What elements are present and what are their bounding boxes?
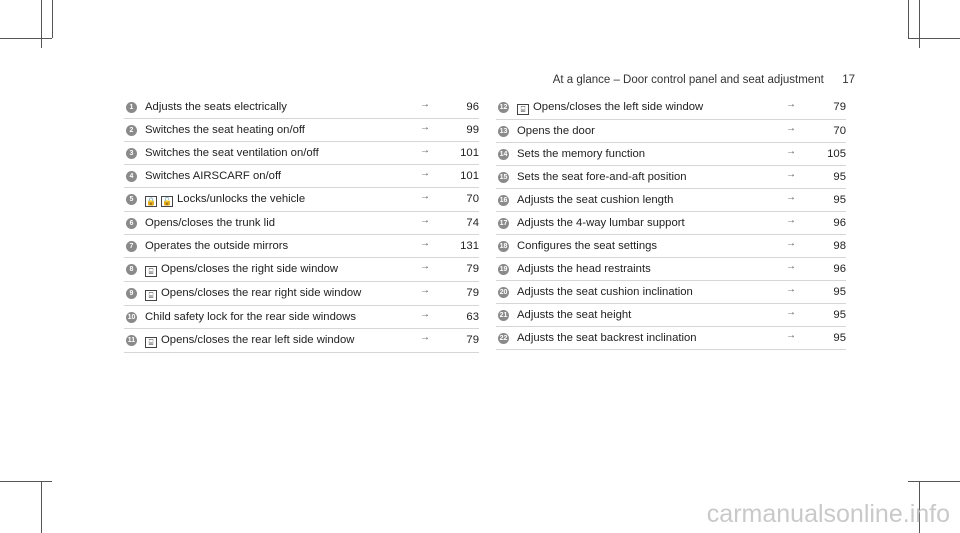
item-number-badge: 7 xyxy=(126,241,137,252)
crop-mark xyxy=(41,481,42,533)
arrow-icon: → xyxy=(786,284,796,295)
item-description xyxy=(517,101,742,115)
list-item xyxy=(496,189,846,212)
item-text: Sets the seat fore-and-aft position xyxy=(517,171,687,183)
item-text: Configures the seat settings xyxy=(517,240,658,252)
item-text: Opens/closes the trunk lid xyxy=(145,217,275,229)
list-item xyxy=(124,235,479,258)
item-text: Operates the outside mirrors xyxy=(145,240,289,252)
list-item xyxy=(124,119,479,142)
header-title: At a glance – Door control panel and seat adjustment xyxy=(552,74,824,86)
arrow-icon: → xyxy=(786,192,796,203)
item-description xyxy=(517,309,742,322)
item-description xyxy=(145,193,370,207)
arrow-icon: → xyxy=(420,122,430,133)
arrow-icon: → xyxy=(420,261,430,272)
item-number-badge: 21 xyxy=(499,312,508,319)
crop-mark xyxy=(52,0,53,38)
item-number-badge: 10 xyxy=(127,314,136,321)
arrow-icon: → xyxy=(420,309,430,320)
left-column xyxy=(124,96,479,353)
arrow-icon: → xyxy=(420,145,430,156)
list-item xyxy=(124,306,479,329)
item-description xyxy=(145,101,370,114)
item-description xyxy=(145,147,370,160)
arrow-icon: → xyxy=(420,332,430,343)
page-reference[interactable]: 96 xyxy=(833,217,846,229)
list-item xyxy=(496,327,846,350)
item-number-badge: 4 xyxy=(126,171,137,182)
list-item xyxy=(124,142,479,165)
list-item xyxy=(496,166,846,189)
item-description xyxy=(517,286,742,299)
list-item xyxy=(124,282,479,306)
page-reference[interactable]: 79 xyxy=(466,287,479,299)
page-reference[interactable]: 101 xyxy=(460,147,479,159)
item-description xyxy=(145,240,370,253)
page-reference[interactable]: 70 xyxy=(466,193,479,205)
item-description xyxy=(145,170,370,183)
page-reference[interactable]: 79 xyxy=(466,263,479,275)
item-number-badge: 14 xyxy=(499,151,508,158)
arrow-icon: → xyxy=(420,215,430,226)
arrow-icon: → xyxy=(786,146,796,157)
arrow-icon: → xyxy=(786,215,796,226)
page-reference[interactable]: 95 xyxy=(833,332,846,344)
watermark: carmanualsonline.info xyxy=(706,500,950,528)
arrow-icon: → xyxy=(786,238,796,249)
item-description xyxy=(517,148,742,161)
item-number-badge: 17 xyxy=(499,220,508,227)
item-description xyxy=(145,124,370,137)
item-text: Switches AIRSCARF on/off xyxy=(145,170,282,182)
item-text: Locks/unlocks the vehicle xyxy=(177,193,306,205)
item-description xyxy=(517,240,742,253)
arrow-icon: → xyxy=(786,307,796,318)
item-description xyxy=(145,311,370,324)
page-number: 17 xyxy=(842,74,855,86)
page-reference[interactable]: 79 xyxy=(466,334,479,346)
page-reference[interactable]: 70 xyxy=(833,125,846,137)
item-number-badge: 20 xyxy=(499,289,508,296)
item-description xyxy=(517,194,742,207)
item-number-badge: 16 xyxy=(499,197,508,204)
crop-mark xyxy=(0,38,52,39)
item-description xyxy=(517,332,742,345)
item-number-badge: 3 xyxy=(126,148,137,159)
list-item xyxy=(124,258,479,282)
page-reference[interactable]: 131 xyxy=(460,240,479,252)
page-reference[interactable]: 95 xyxy=(833,309,846,321)
item-text: Sets the memory function xyxy=(517,148,646,160)
window-icon: ⌸ xyxy=(145,266,157,277)
crop-mark xyxy=(908,0,909,38)
item-number-badge: 6 xyxy=(126,218,137,229)
item-number-badge: 5 xyxy=(126,194,137,205)
window-icon: ⌸ xyxy=(517,104,529,115)
item-text: Adjusts the seat cushion length xyxy=(517,194,674,206)
window-icon: ⌸ xyxy=(145,290,157,301)
item-text: Opens/closes the right side window xyxy=(161,263,339,275)
arrow-icon: → xyxy=(420,191,430,202)
lock-icon: 🔒 xyxy=(146,197,156,206)
arrow-icon: → xyxy=(786,99,796,110)
unlock-icon: 🔓 xyxy=(162,197,172,206)
page-header xyxy=(0,74,855,86)
list-item xyxy=(496,212,846,235)
item-text: Adjusts the seat backrest inclination xyxy=(517,332,697,344)
page-reference[interactable]: 79 xyxy=(833,101,846,113)
list-item xyxy=(124,96,479,119)
arrow-icon: → xyxy=(786,261,796,272)
item-number-badge: 11 xyxy=(127,337,136,344)
item-number-badge: 15 xyxy=(499,174,508,181)
crop-mark xyxy=(919,0,920,48)
list-item xyxy=(496,235,846,258)
item-number-badge: 9 xyxy=(126,288,137,299)
list-item xyxy=(124,165,479,188)
item-number-badge: 18 xyxy=(499,243,508,250)
item-number-badge: 13 xyxy=(499,128,508,135)
page-reference[interactable]: 105 xyxy=(827,148,846,160)
item-text: Opens/closes the rear right side window xyxy=(161,287,362,299)
item-text: Switches the seat ventilation on/off xyxy=(145,147,319,159)
item-text: Opens/closes the rear left side window xyxy=(161,334,355,346)
list-item xyxy=(496,96,846,120)
list-item xyxy=(496,281,846,304)
arrow-icon: → xyxy=(420,168,430,179)
right-column xyxy=(496,96,846,350)
item-number-badge: 8 xyxy=(126,264,137,275)
item-description xyxy=(517,125,742,138)
item-number-badge: 22 xyxy=(499,335,508,342)
page-reference[interactable]: 98 xyxy=(833,240,846,252)
item-text: Child safety lock for the rear side windows xyxy=(145,311,356,323)
page-reference[interactable]: 96 xyxy=(466,101,479,113)
crop-mark xyxy=(908,38,960,39)
item-description xyxy=(145,217,370,230)
page-reference[interactable]: 95 xyxy=(833,194,846,206)
item-text: Opens/closes the left side window xyxy=(533,101,704,113)
list-item xyxy=(496,143,846,166)
item-description xyxy=(145,263,370,277)
arrow-icon: → xyxy=(786,330,796,341)
page-reference[interactable]: 74 xyxy=(466,217,479,229)
arrow-icon: → xyxy=(786,169,796,180)
list-item xyxy=(124,329,479,353)
page-reference[interactable]: 99 xyxy=(466,124,479,136)
list-item xyxy=(124,212,479,235)
page-reference[interactable]: 63 xyxy=(466,311,479,323)
arrow-icon: → xyxy=(786,123,796,134)
item-description xyxy=(517,263,742,276)
item-number-badge: 19 xyxy=(499,266,508,273)
item-text: Adjusts the seat height xyxy=(517,309,632,321)
item-text: Opens the door xyxy=(517,125,595,137)
item-description xyxy=(145,334,370,348)
list-item xyxy=(124,188,479,212)
crop-mark xyxy=(908,481,960,482)
item-text: Adjusts the head restraints xyxy=(517,263,651,275)
arrow-icon: → xyxy=(420,285,430,296)
item-text: Switches the seat heating on/off xyxy=(145,124,305,136)
item-number-badge: 12 xyxy=(499,104,508,111)
page-reference[interactable]: 96 xyxy=(833,263,846,275)
item-number-badge: 2 xyxy=(126,125,137,136)
list-item xyxy=(496,120,846,143)
item-text: Adjusts the seat cushion inclination xyxy=(517,286,693,298)
item-text: Adjusts the seats electrically xyxy=(145,101,287,113)
item-number-badge: 1 xyxy=(126,102,137,113)
item-text: Adjusts the 4-way lumbar support xyxy=(517,217,685,229)
window-icon: ⌸ xyxy=(145,337,157,348)
crop-mark xyxy=(41,0,42,48)
page-reference[interactable]: 101 xyxy=(460,170,479,182)
item-description xyxy=(517,171,742,184)
arrow-icon: → xyxy=(420,99,430,110)
item-description xyxy=(145,287,370,301)
arrow-icon: → xyxy=(420,238,430,249)
crop-mark xyxy=(0,481,52,482)
list-item xyxy=(496,304,846,327)
page-reference[interactable]: 95 xyxy=(833,286,846,298)
page-reference[interactable]: 95 xyxy=(833,171,846,183)
item-description xyxy=(517,217,742,230)
list-item xyxy=(496,258,846,281)
